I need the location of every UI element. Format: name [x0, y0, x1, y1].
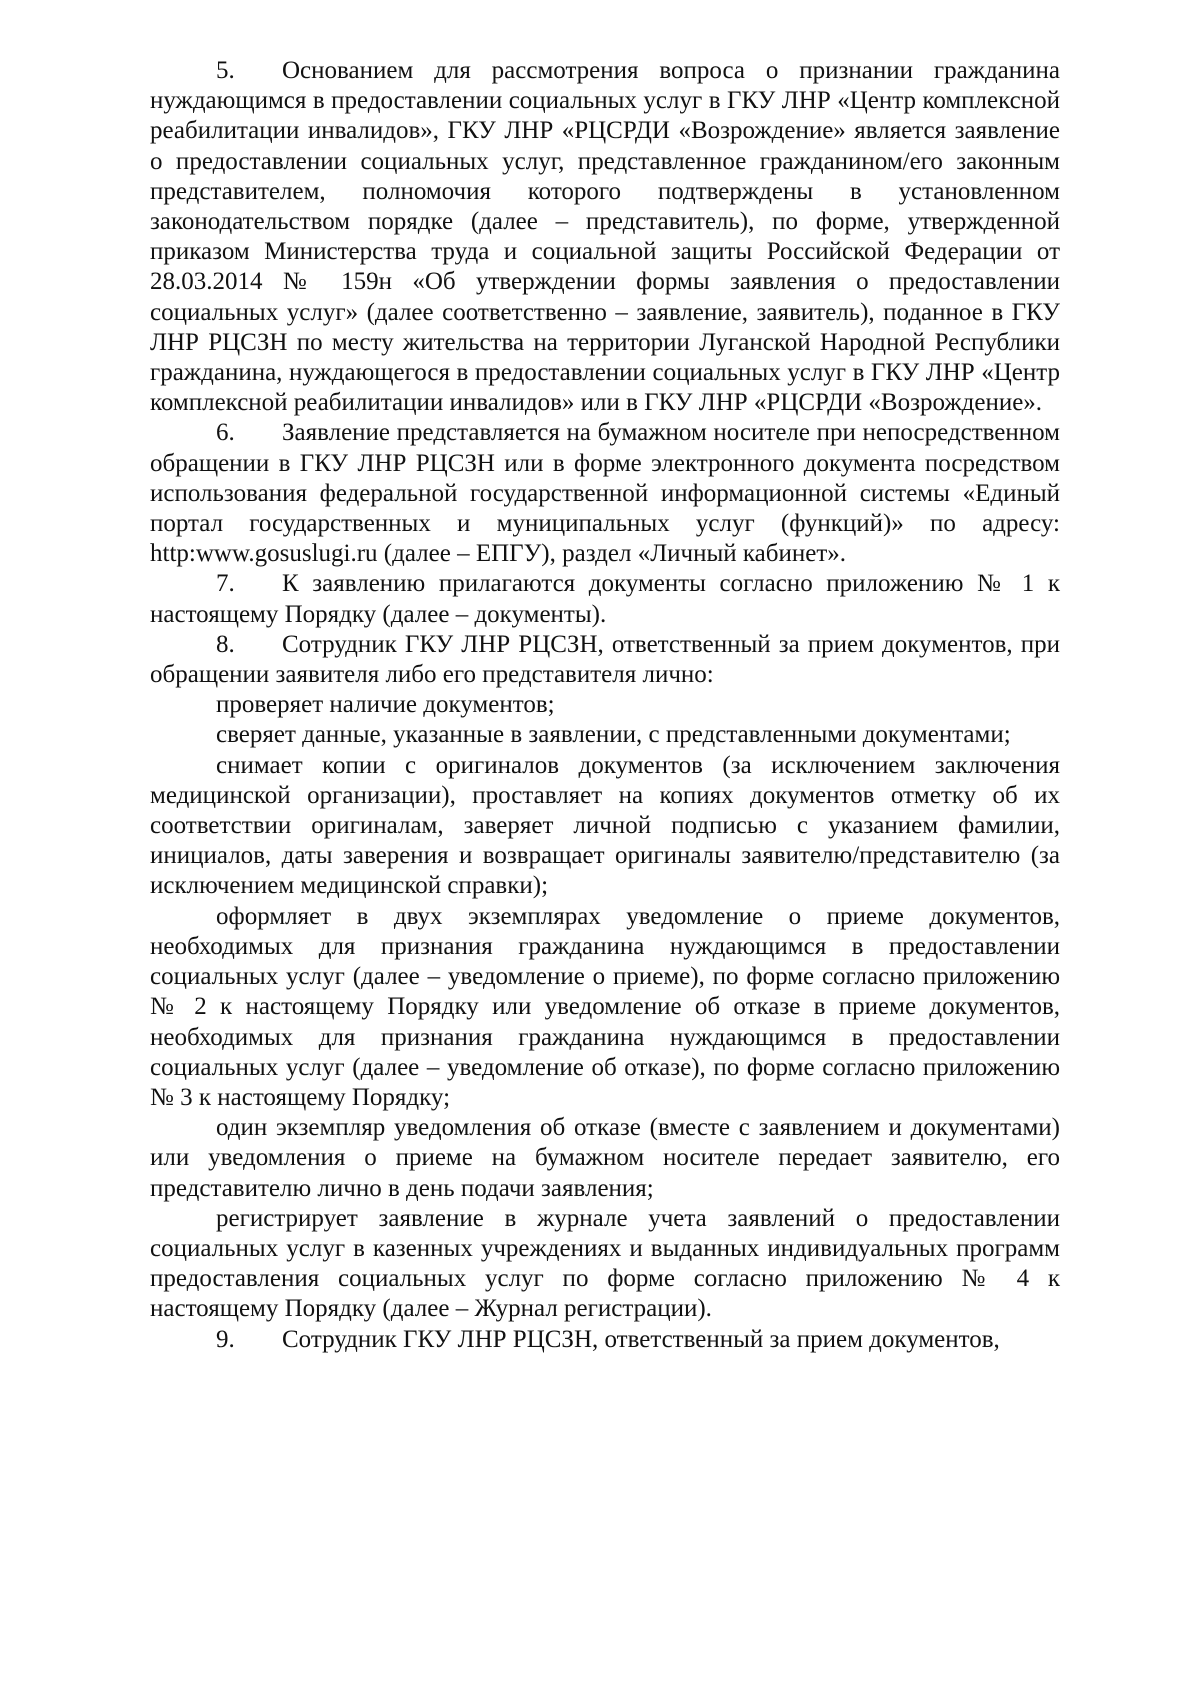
- paragraph-number: 7.: [216, 570, 235, 598]
- paragraph-number: 9.: [216, 1325, 235, 1353]
- paragraph-9: [150, 1325, 1060, 1355]
- paragraph-7: [150, 569, 1060, 629]
- paragraph-text: К заявлению прилагаются документы согласно приложению № 1 к настоящему Порядку (далее – документы).: [150, 570, 1060, 628]
- paragraph-text: Основанием для рассмотрения вопроса о признании гражданина нуждающимся в предоставлении социальных услуг в ГКУ ЛНР «Центр комплексной реабилитации инвалидов», ГКУ ЛНР «РЦСРДИ «Возрождение» является заявление о предоставлении социальных услуг, представленное гражданином/его законным представителем, полномочия которого подтверждены в установленном законодательством порядке (далее – представитель), по форме, утвержденной приказом Министерства труда и социальной защиты Российской Федерации от 28.03.2014 № 159н «Об утверждении формы заявления о предоставлении социальных услуг» (далее соответственно – заявление, заявитель), поданное в ГКУ ЛНР РЦСЗН по месту жительства на территории Луганской Народной Республики гражданина, нуждающегося в предоставлении социальных услуг в ГКУ ЛНР «Центр комплексной реабилитации инвалидов» или в ГКУ ЛНР «РЦСРДИ «Возрождение».: [150, 57, 1060, 417]
- paragraph-text: один экземпляр уведомления об отказе (вместе с заявлением и документами) или уведомления о приеме на бумажном носителе передает заявителю, его представителю лично в день подачи заявления;: [150, 1114, 1060, 1202]
- paragraph-text: снимает копии с оригиналов документов (за исключением заключения медицинской организации), проставляет на копиях документов отметку об их соответствии оригиналам, заверяет личной подписью с указанием фамилии, инициалов, даты заверения и возвращает оригиналы заявителю/представителю (за исключением медицинской справки);: [150, 751, 1060, 900]
- paragraph-number: 8.: [216, 630, 235, 658]
- paragraph-number: 5.: [216, 57, 235, 84]
- paragraph-text: регистрирует заявление в журнале учета заявлений о предоставлении социальных услуг в казенных учреждениях и выданных индивидуальных программ предоставления социальных услуг по форме согласно приложению № 4 к настоящему Порядку (далее – Журнал регистрации).: [150, 1204, 1060, 1323]
- document-page: [150, 56, 1060, 1355]
- paragraph-text: оформляет в двух экземплярах уведомление о приеме документов, необходимых для признания гражданина нуждающимся в предоставлении социальных услуг (далее – уведомление о приеме), по форме согласно приложению № 2 к настоящему Порядку или уведомление об отказе в приеме документов, необходимых для признания гражданина нуждающимся в предоставлении социальных услуг (далее – уведомление об отказе), по форме согласно приложению № 3 к настоящему Порядку;: [150, 902, 1060, 1111]
- paragraph-6: [150, 418, 1060, 569]
- list-item: [150, 751, 1060, 902]
- list-item: [150, 1113, 1060, 1204]
- list-item: [150, 902, 1060, 1113]
- paragraph-text: Заявление представляется на бумажном носителе при непосредственном обращении в ГКУ ЛНР РЦСЗН или в форме электронного документа посредством использования федеральной государственной информационной системы «Единый портал государственных и муниципальных услуг (функций)» по адресу: http:www.gosuslugi.ru (далее – ЕПГУ), раздел «Личный кабинет».: [150, 419, 1060, 568]
- paragraph-text: Сотрудник ГКУ ЛНР РЦСЗН, ответственный за прием документов,: [282, 1325, 1000, 1353]
- list-item: [150, 1204, 1060, 1325]
- list-item: [150, 690, 1060, 720]
- paragraph-text: Сотрудник ГКУ ЛНР РЦСЗН, ответственный за прием документов, при обращении заявителя либо его представителя лично:: [150, 630, 1060, 689]
- paragraph-5: [150, 56, 1060, 418]
- paragraph-number: 6.: [216, 419, 235, 447]
- paragraph-text: сверяет данные, указанные в заявлении, с представленными документами;: [216, 721, 1011, 749]
- list-item: [150, 720, 1060, 750]
- paragraph-8: [150, 630, 1060, 690]
- paragraph-text: проверяет наличие документов;: [216, 691, 555, 719]
